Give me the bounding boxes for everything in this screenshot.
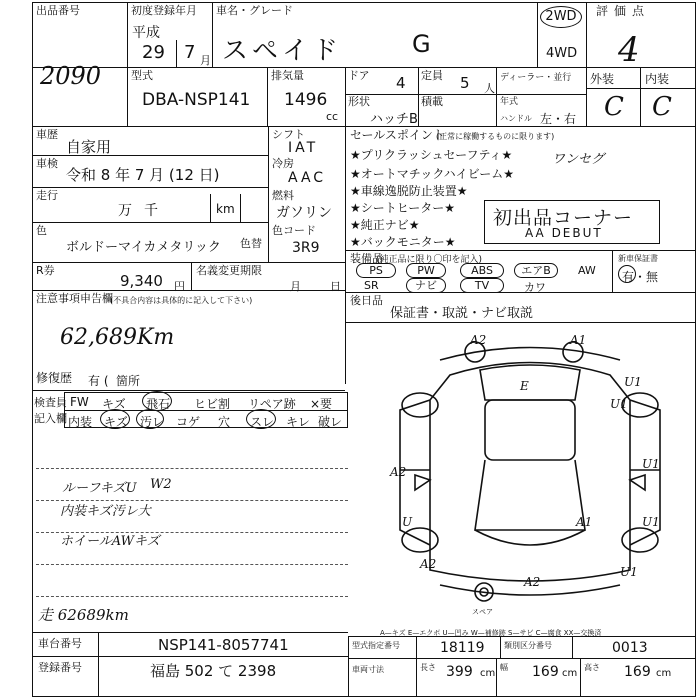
color-code: 3R9 <box>292 240 320 256</box>
insp-scratch: キズ <box>102 397 126 411</box>
mileage-man: 万 <box>118 203 132 219</box>
equip-airbag: エアB <box>514 263 558 278</box>
insp-crack: ヒビ割 <box>194 397 231 411</box>
inspection: 令和 8 年 7 月 (12 日) <box>66 166 220 184</box>
cc-unit: cc <box>326 110 339 123</box>
post-label: 後日品 <box>350 294 383 307</box>
class-number: 0013 <box>612 640 648 656</box>
divider <box>345 250 696 251</box>
mileage-sen: 千 <box>144 203 158 219</box>
era: 平成 <box>132 25 160 41</box>
divider <box>345 94 586 95</box>
divider <box>416 636 417 697</box>
diag-mark-9: A2 <box>420 557 437 571</box>
divider <box>496 658 497 697</box>
new-car-circle <box>618 265 636 283</box>
interior-label: 内装 <box>645 72 670 86</box>
drive-4wd: 4WD <box>546 46 578 61</box>
hand-note-3: ホイールAWキズ <box>60 534 160 549</box>
lot-label: 出品番号 <box>36 4 80 17</box>
insp-circle-stain <box>136 409 164 429</box>
equip-navi: ナビ <box>406 278 446 293</box>
recycle-label: R券 <box>36 264 55 277</box>
diag-mark-2: A1 <box>570 333 587 347</box>
insp-circle-rub <box>246 409 276 429</box>
divider <box>267 67 268 126</box>
diag-mark-4: U1 <box>624 375 642 389</box>
divider <box>345 67 346 126</box>
diag-mark-1: A2 <box>470 333 487 347</box>
door-label: ドア <box>348 69 370 82</box>
wheel-rear-left <box>402 393 438 417</box>
divider <box>32 632 348 633</box>
height-label: 高さ <box>584 663 600 672</box>
diag-mark-11: U1 <box>642 457 660 471</box>
car-body-outline <box>430 363 630 582</box>
sales-point-4: ★シートヒーター★ <box>350 201 456 215</box>
divider <box>176 40 177 67</box>
fuel-label: 燃料 <box>272 189 294 202</box>
insp-interior: 内装 <box>68 415 93 429</box>
name-label: 車名・グレード <box>216 4 293 17</box>
insp-stone: 飛石 <box>146 397 171 411</box>
insp-fw: FW <box>70 395 89 409</box>
displacement-label: 排気量 <box>271 69 304 82</box>
divider <box>268 126 269 262</box>
notes-handwritten: 62,689Km <box>60 325 175 350</box>
notes-label: 注意事項申告欄 <box>36 292 113 305</box>
note-line <box>36 596 348 597</box>
equip-tv: TV <box>460 278 504 293</box>
mileage-label: 走行 <box>36 189 58 202</box>
length-unit: cm <box>480 668 496 679</box>
divider <box>32 67 696 68</box>
sales-point-3: ★車線逸脱防止装置★ <box>350 184 468 198</box>
insp-circle-scratch <box>100 409 130 429</box>
mirror-right <box>630 475 645 490</box>
equipment-label: 装備品 <box>350 252 383 265</box>
chassis-label: 車台番号 <box>38 637 82 650</box>
sales-point-2: ★オートマチックハイビーム★ <box>350 167 514 181</box>
insp-tear: キレ <box>286 415 310 429</box>
divider <box>348 658 696 659</box>
sales-point-1: ★プリクラッシュセーフティ★ <box>350 148 513 162</box>
shape-label: 形状 <box>348 95 370 108</box>
dealer-label: ディーラー・並行 <box>500 73 572 83</box>
insp-int-scratch: キズ <box>104 415 128 429</box>
sales-handwritten-note: ワンセグ <box>552 152 605 167</box>
chassis: NSP141-8057741 <box>158 636 289 654</box>
inspection-label: 車検 <box>36 157 58 170</box>
divider <box>32 126 127 127</box>
debut-title: 初出品コーナー <box>493 207 634 229</box>
lot-number: 2090 <box>40 62 102 90</box>
equip-aw: AW <box>578 264 596 277</box>
ac-label: 冷房 <box>272 157 294 170</box>
km-unit: km <box>216 202 235 216</box>
divider <box>348 636 696 637</box>
tax-day: 日 <box>330 280 341 293</box>
mirror-left <box>415 475 430 490</box>
dims-label: 車両寸法 <box>352 665 384 674</box>
fuel: ガソリン <box>276 205 332 221</box>
history: 自家用 <box>66 138 112 156</box>
new-car-label: 新車保証書 <box>618 254 658 263</box>
hand-note-1: ルーフキズU <box>62 481 137 496</box>
type-value: DBA-NSP141 <box>142 90 251 110</box>
new-car-value: 有・無 <box>622 270 659 284</box>
exterior-grade: C <box>604 92 624 122</box>
divider <box>612 250 613 292</box>
divider <box>345 126 346 384</box>
divider <box>418 67 419 126</box>
color-label: 色 <box>36 224 47 237</box>
divider <box>586 2 587 126</box>
height-unit: cm <box>656 668 672 679</box>
insp-stain: 汚レ <box>140 415 165 429</box>
note-line <box>36 468 348 469</box>
drive-2wd: 2WD <box>540 6 582 28</box>
divider <box>32 262 345 263</box>
month-unit: 月 <box>200 54 211 67</box>
recycle: 9,340 <box>120 272 163 290</box>
diag-mark-6: A2 <box>390 465 407 479</box>
handle-label: ハンドル <box>500 114 532 123</box>
model-cert: 18119 <box>440 640 485 656</box>
divider <box>32 656 348 657</box>
sales-point-5: ★純正ナビ★ <box>350 218 420 232</box>
divider <box>640 67 641 126</box>
score-label: 評価点 <box>596 4 651 18</box>
divider <box>240 194 241 222</box>
shape: ハッチB <box>370 112 418 127</box>
insp-need: ×要 <box>310 397 333 411</box>
spare-label: スペア <box>472 608 493 616</box>
equip-sr: SR <box>364 279 379 292</box>
plate: 福島 502 て 2398 <box>150 662 277 680</box>
tax-month: 月 <box>290 280 301 293</box>
insp-burn: コゲ <box>176 415 201 429</box>
score: 4 <box>618 30 640 70</box>
repair-label: 修復歴 <box>36 371 73 385</box>
mileage-hand-note: 走 62689km <box>38 606 129 624</box>
sales-sub: (正常に稼働するものに限ります) <box>436 132 555 141</box>
height: 169 <box>624 664 651 680</box>
displacement: 1496 <box>284 90 328 110</box>
color: ボルドーマイカメタリック <box>66 240 221 255</box>
grade: G <box>412 30 431 58</box>
first-reg-label: 初度登録年月 <box>131 4 197 17</box>
debut-box <box>484 200 660 244</box>
insp-hole: 穴 <box>218 415 231 429</box>
divider <box>32 222 268 223</box>
capacity-unit: 人 <box>484 82 495 95</box>
car-hood-line <box>475 530 585 545</box>
diag-mark-10: A2 <box>524 575 541 589</box>
divider <box>212 2 213 67</box>
width-label: 幅 <box>500 663 508 672</box>
diag-mark-8: A1 <box>576 515 593 529</box>
length: 399 <box>446 664 473 680</box>
capacity: 5 <box>460 74 470 92</box>
car-roof <box>485 400 575 460</box>
divider <box>32 155 268 156</box>
divider <box>348 636 349 697</box>
diag-mark-7: U <box>402 515 413 529</box>
ac: AAC <box>288 170 327 186</box>
sales-point-6: ★バックモニター★ <box>350 235 456 249</box>
color-code-label: 色コード <box>272 224 316 237</box>
type-label: 型式 <box>131 69 153 82</box>
sales-label: セールスポイント <box>350 128 445 142</box>
divider <box>32 187 268 188</box>
equipment-sub: (純正品に限り〇印を記入) <box>376 255 483 265</box>
damage-legend: A—キズ E—エクボ U—凹み W—補修跡 S—サビ C—腐食 XX—交換済 <box>380 629 602 637</box>
plate-label: 登録番号 <box>38 661 82 674</box>
insp-repair: リペア跡 <box>248 397 296 411</box>
diag-mark-3: E <box>520 379 529 393</box>
repair-value: 有 ( <box>88 374 109 388</box>
history-label: 車歴 <box>36 128 58 141</box>
capacity-label: 定員 <box>421 69 443 82</box>
exterior-label: 外装 <box>590 72 615 86</box>
repair-place: 箇所 <box>116 374 141 388</box>
hand-note-1b: W2 <box>150 477 172 492</box>
color-change: 色替 <box>240 237 262 250</box>
diag-mark-12: U1 <box>642 515 660 529</box>
debut-en: AA DEBUT <box>525 226 603 240</box>
equip-ps: PS <box>356 263 396 278</box>
divider <box>98 632 99 697</box>
length-label: 長さ <box>420 663 436 672</box>
width-unit: cm <box>562 668 578 679</box>
car-rear-window <box>480 365 580 400</box>
divider <box>345 292 696 293</box>
width: 169 <box>532 664 559 680</box>
car-windshield <box>475 460 585 530</box>
equip-leather: カワ <box>524 281 546 294</box>
insp-circle-stone <box>142 391 172 411</box>
divider <box>127 2 128 126</box>
hand-note-2: 内装キズ汚レ大 <box>60 504 151 519</box>
handle-value: 左・右 <box>540 112 577 126</box>
shift-label: シフト <box>272 128 305 141</box>
insp-rip: 破レ <box>318 415 343 429</box>
doors: 4 <box>396 74 406 92</box>
divider <box>496 67 497 126</box>
divider <box>572 636 573 658</box>
class-label: 類別区分番号 <box>504 641 552 650</box>
model-year-label: 年式 <box>500 97 519 107</box>
insp-rub: スレ <box>250 415 275 429</box>
interior-grade: C <box>652 92 672 122</box>
equip-pw: PW <box>406 263 446 278</box>
diag-mark-5: U1 <box>610 397 628 411</box>
inspector-label-1: 検査員 <box>34 396 67 409</box>
tax-label: 名義変更期限 <box>196 264 262 277</box>
divider <box>586 88 696 89</box>
divider <box>210 194 211 222</box>
divider <box>500 636 501 658</box>
car-diagram <box>380 330 680 620</box>
inspector-label-2: 記入欄 <box>34 412 67 425</box>
divider <box>537 2 538 68</box>
model-name: スペイド <box>222 36 343 66</box>
shift: IAT <box>288 140 319 156</box>
equip-abs: ABS <box>460 263 504 278</box>
notes-sub: (不具合内容は具体的に記入して下さい) <box>110 296 253 305</box>
divider <box>580 658 581 697</box>
model-cert-label: 型式指定番号 <box>352 641 400 650</box>
divider <box>191 262 192 290</box>
diag-mark-13: U1 <box>620 565 638 579</box>
note-line <box>36 564 348 565</box>
post-value: 保証書・取説・ナビ取説 <box>390 306 534 321</box>
divider <box>32 290 345 291</box>
load-label: 積載 <box>421 95 443 108</box>
reg-year: 29 <box>142 42 165 63</box>
yen-unit: 円 <box>174 280 185 293</box>
divider <box>32 390 345 391</box>
divider <box>345 322 696 323</box>
reg-month: 7 <box>184 42 196 63</box>
